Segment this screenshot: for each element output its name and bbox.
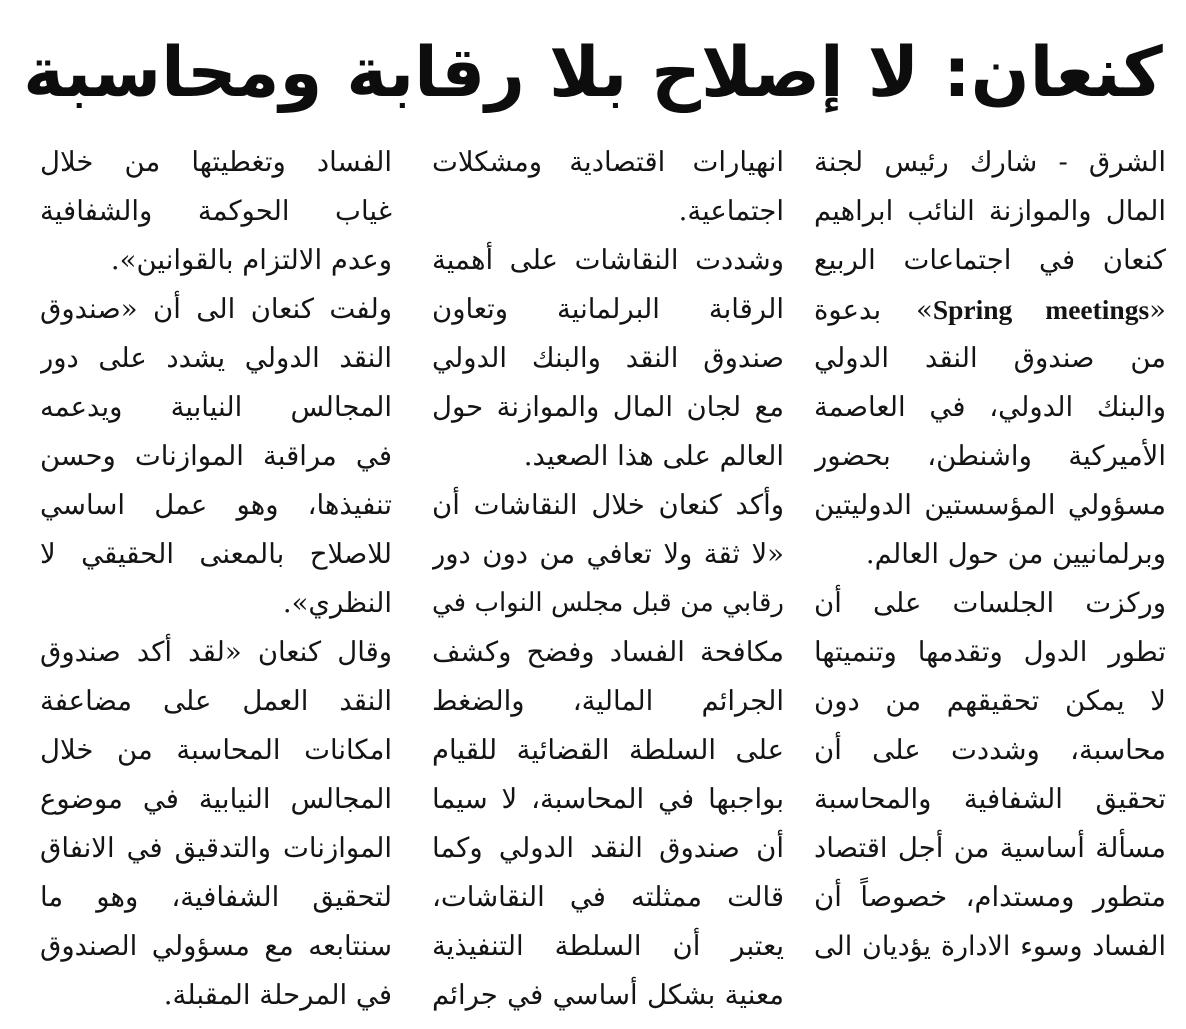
article-line: مكافحة الفساد وفضح وكشف: [432, 636, 784, 668]
article-line: انهيارات اقتصادية ومشكلات: [432, 146, 784, 178]
article-line: تحقيق الشفافية والمحاسبة: [814, 783, 1166, 815]
article-line: «Spring meetings» بدعوة: [814, 294, 1166, 326]
article-line: وركزت الجلسات على أن: [814, 587, 1166, 619]
article-line: المجالس النيابية في موضوع: [40, 783, 392, 815]
article-line: من صندوق النقد الدولي: [814, 342, 1166, 374]
article-line: وبرلمانيين من حول العالم.: [865, 538, 1166, 570]
article-line: وأكد كنعان خلال النقاشات أن: [432, 489, 784, 521]
article-line: تطور الدول وتقدمها وتنميتها: [814, 636, 1166, 668]
article-column-2: [432, 138, 784, 1020]
article-line: الرقابة البرلمانية وتعاون: [432, 293, 784, 325]
article-line: النقد العمل على مضاعفة: [40, 685, 392, 717]
article-line: تنفيذها، وهو عمل اساسي: [40, 489, 392, 521]
article-line: لا يمكن تحقيقهم من دون: [814, 685, 1166, 717]
article-line: على السلطة القضائية للقيام: [432, 734, 784, 766]
article-line: الشرق - شارك رئيس لجنة: [814, 146, 1166, 178]
article-line: أن صندوق النقد الدولي وكما: [432, 832, 784, 864]
article-line: في مراقبة الموازنات وحسن: [40, 440, 392, 472]
article-line: صندوق النقد والبنك الدولي: [432, 342, 784, 374]
article-line: المجالس النيابية ويدعمه: [40, 391, 392, 423]
article-line: امكانات المحاسبة من خلال: [40, 734, 392, 766]
article-line: مع لجان المال والموازنة حول: [432, 391, 784, 423]
article-line: كنعان في اجتماعات الربيع: [814, 244, 1166, 276]
article-line: مسألة أساسية من أجل اقتصاد: [814, 832, 1166, 864]
article-line: وعدم الالتزام بالقوانين».: [110, 244, 392, 276]
latin-term: Spring meetings: [932, 294, 1150, 325]
article-line: لتحقيق الشفافية، وهو ما: [40, 881, 392, 913]
article-line: بواجبها في المحاسبة، لا سيما: [432, 783, 784, 815]
article-line: وشددت النقاشات على أهمية: [432, 244, 784, 276]
article-line: غياب الحوكمة والشفافية: [40, 195, 392, 227]
article-line: «لا ثقة ولا تعافي من دون دور: [432, 538, 784, 570]
article-line: رقابي من قبل مجلس النواب في: [432, 588, 784, 618]
article-line: معنية بشكل أساسي في جرائم: [432, 979, 784, 1011]
article-line: مسؤولي المؤسستين الدوليتين: [814, 489, 1166, 521]
article-line: العالم على هذا الصعيد.: [523, 440, 784, 472]
article-line: الموازنات والتدقيق في الانفاق: [40, 832, 392, 864]
article-line: اجتماعية.: [678, 195, 784, 227]
article-headline: كنعان: لا إصلاح بلا رقابة ومحاسبة: [23, 33, 1163, 113]
article-line: متطور ومستدام، خصوصاً أن: [814, 881, 1166, 913]
article-line: وقال كنعان «لقد أكد صندوق: [40, 636, 392, 668]
article-line: قالت ممثلته في النقاشات،: [432, 881, 784, 913]
article-line: يعتبر أن السلطة التنفيذية: [432, 930, 784, 962]
article-line: النقد الدولي يشدد على دور: [40, 342, 392, 374]
article-line: الفساد وسوء الادارة يؤديان الى: [814, 931, 1166, 962]
article-line: الجرائم المالية، والضغط: [432, 685, 784, 717]
article-column-3: [40, 138, 392, 1020]
article-line: محاسبة، وشددت على أن: [814, 734, 1166, 766]
article-line: في المرحلة المقبلة.: [163, 979, 392, 1011]
article-line: الأميركية واشنطن، بحضور: [814, 440, 1166, 472]
article-line: الفساد وتغطيتها من خلال: [40, 146, 392, 178]
article-column-1: [814, 138, 1166, 971]
article-line: سنتابعه مع مسؤولي الصندوق: [40, 930, 392, 962]
article-line: المال والموازنة النائب ابراهيم: [814, 195, 1166, 227]
article-line: ولفت كنعان الى أن «صندوق: [40, 293, 392, 325]
article-line: النظري».: [282, 587, 392, 619]
article-line: للاصلاح بالمعنى الحقيقي لا: [40, 538, 392, 570]
article-line: والبنك الدولي، في العاصمة: [814, 391, 1166, 423]
